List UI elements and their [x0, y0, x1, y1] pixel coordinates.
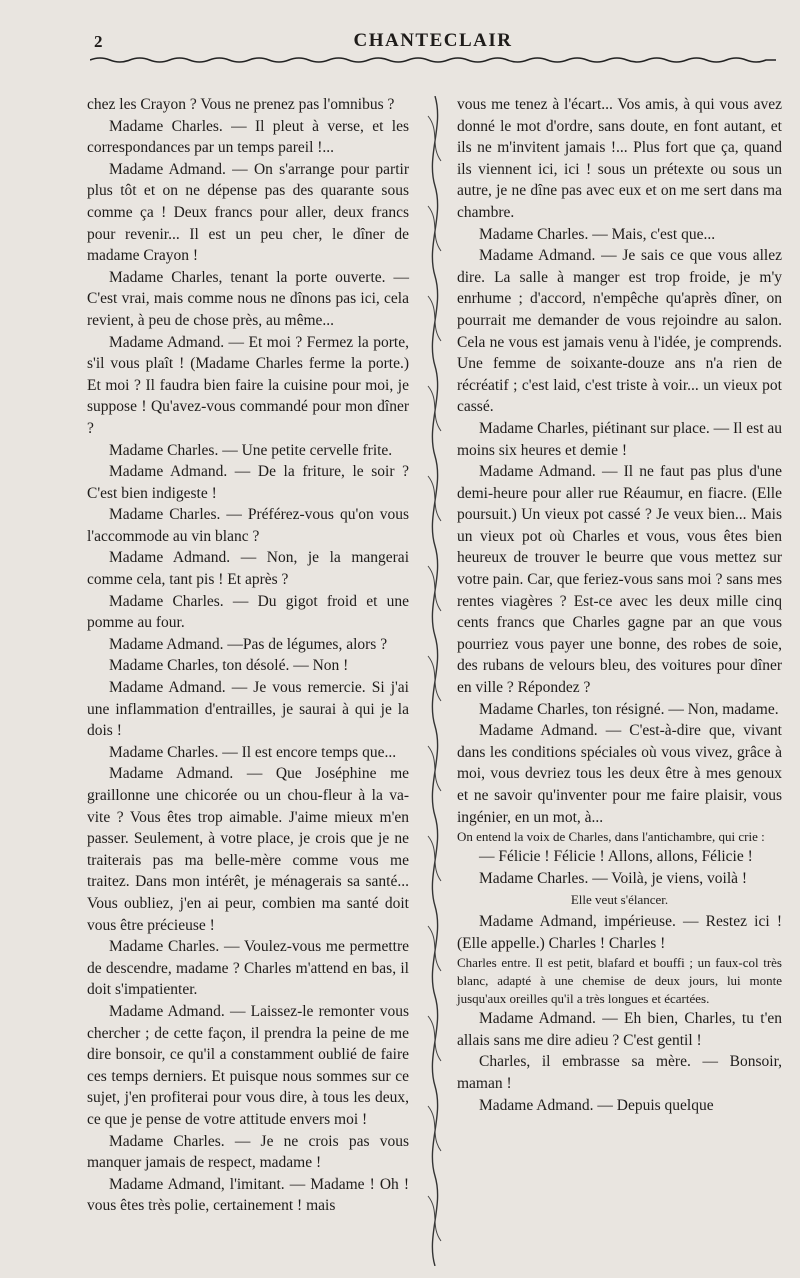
paragraph: Madame Charles. — Je ne crois pas vous manquer jamais de respect, madame !	[87, 1132, 409, 1172]
paragraph: Madame Admand, l'imitant. — Madame ! Oh ! vous êtes très polie, certainement ! mais	[87, 1175, 409, 1215]
vine-ornament-divider	[424, 96, 446, 1266]
paragraph: Madame Charles, tenant la porte ouverte. — C'est vrai, mais comme nous ne dînons pas ici, cela revient, à peu de chose près, au même...	[87, 268, 409, 329]
paragraph: Madame Charles, ton désolé. — Non !	[109, 657, 349, 675]
paragraph: Madame Admand. — Laissez-le remonter vous chercher ; de cette façon, il prendra la peine de me dire bonsoir, ce qu'il a constamment oublié de faire ces temps derniers. Et puisque nous sommes sur ce sujet, j'en profiterai pour vous dire, à tous les deux, ce que je pense de votre attitude envers moi !	[87, 1002, 409, 1128]
paragraph: Madame Admand. — De la friture, le soir ? C'est bien indigeste !	[87, 463, 409, 502]
paragraph: Madame Admand. — Depuis quelque	[479, 1096, 714, 1114]
paragraph: Madame Admand. — On s'arrange pour partir plus tôt et on ne dépense pas des quarante sous comme ça ! Deux francs pour aller, deux francs pour revenir... Il est un peu cher, le dîner de madame Crayon !	[87, 160, 409, 265]
stage-direction: On entend la voix de Charles, dans l'antichambre, qui crie :	[457, 829, 765, 845]
paragraph: Madame Admand. — C'est-à-dire que, vivant dans les conditions spéciales où vous vivez, grâce à moi, vous devriez tous les deux être à mes genoux et ne savoir qu'inventer pour me faire plaisir, vous ingénier, en un mot, à...	[457, 722, 782, 826]
paragraph: Madame Charles, piétinant sur place. — Il est au moins six heures et demie !	[457, 419, 783, 459]
paragraph: Madame Charles. — Une petite cervelle frite.	[109, 441, 393, 459]
paragraph: Madame Admand, impérieuse. — Restez ici ! (Elle appelle.) Charles ! Charles !	[457, 912, 782, 952]
paragraph: Madame Charles. — Il pleut à verse, et les correspondances par un temps pareil !...	[87, 117, 409, 157]
paragraph: Madame Admand. — Il ne faut pas plus d'une demi-heure pour aller rue Réaumur, en fiacre. (Elle poursuit.) Un vieux pot cassé ? Je veux bien... Mais un vieux pot où Charles et vous, vous êtes bien heureux de trouver le beurre que vous mettez sur votre pain. Car, que feriez-vous sans moi ? sans mes rentes viagères ? Est-ce avec les deux mille cinq cents francs que Charles gagne par an que vous pourriez vous payer une bonne, des robes de soie, des rubans de velours bleu, des voitures pour dîner en ville ? Répondez ?	[457, 463, 782, 697]
page-number: 2	[94, 32, 103, 51]
paragraph: Madame Admand. —Pas de légumes, alors ?	[109, 635, 388, 653]
paragraph: Madame Charles. — Préférez-vous qu'on vous l'accommode au vin blanc ?	[87, 506, 409, 545]
paragraph: Madame Charles. — Voulez-vous me permettre de descendre, madame ? Charles m'attend en bas, il doit s'impatienter.	[87, 938, 409, 999]
paragraph: Charles, il embrasse sa mère. — Bonsoir, maman !	[457, 1053, 782, 1092]
paragraph: Madame Admand. — Je sais ce que vous allez dire. La salle à manger est trop froide, je m'y enrhume ; d'accord, n'empêche qu'après dîner, on pourrait me demander de vous rejoindre au salon. Cela ne vous est jamais venu à l'idée, je comprends. Une femme de soixante-douze ans n'a rien de récréatif ; c'est laid, c'est triste à voir... un vieux pot cassé.	[457, 247, 782, 416]
right-text-column	[457, 94, 782, 1116]
stage-direction: Elle veut s'élancer.	[570, 892, 669, 908]
paragraph: vous me tenez à l'écart... Vos amis, à qui vous avez donné le mot d'ordre, sans doute, en font autant, et ils ne m'invitent jamais !... Plus fort que ça, quand ils viennent ici, ici ! sous un prétexte ou sous un autre, je ne dîne pas avec eux et on me sert dans ma chambre.	[457, 96, 782, 221]
paragraph: Madame Admand. — Que Joséphine me graillonne une chicorée ou un chou-fleur à la va-vite ? Vous êtes trop aimable. J'aime mieux m'en passer. Seulement, à votre place, je crois que je ne traiterais pas ma belle-mère comme vous me traitez. Dans mon intérêt, je ménagerais sa santé... Vous oubliez, j'en ai peur, combien ma santé doit vous être précieuse !	[87, 765, 409, 934]
paragraph: — Félicie ! Félicie ! Allons, allons, Félicie !	[479, 848, 753, 866]
paragraph: Madame Charles, ton résigné. — Non, madame.	[479, 700, 779, 718]
journal-title: CHANTECLAIR	[353, 30, 513, 51]
stage-direction: Charles entre. Il est petit, blafard et bouffi ; un faux-col très blanc, adapté à une chemise de deux jours, lui monte jusqu'aux oreilles qu'il a très longues et écartées.	[457, 955, 782, 1007]
paragraph: Madame Admand. — Je vous remercie. Si j'ai une inflammation d'entrailles, je saurai à qui je la dois !	[87, 679, 409, 740]
page-header	[90, 26, 776, 66]
paragraph: Madame Charles. — Voilà, je viens, voilà !	[479, 869, 748, 887]
paragraph: chez les Crayon ? Vous ne prenez pas l'omnibus ?	[87, 96, 395, 113]
paragraph: Madame Charles. — Il est encore temps que...	[109, 743, 397, 761]
decorative-rule	[90, 56, 776, 64]
paragraph: Madame Charles. — Du gigot froid et une pomme au four.	[87, 592, 409, 632]
paragraph: Madame Admand. — Non, je la mangerai comme cela, tant pis ! Et après ?	[87, 549, 409, 589]
paragraph: Madame Admand. — Eh bien, Charles, tu t'en allais sans me dire adieu ? C'est gentil !	[457, 1010, 782, 1049]
paragraph: Madame Charles. — Mais, c'est que...	[479, 225, 716, 243]
paragraph: Madame Admand. — Et moi ? Fermez la porte, s'il vous plaît ! (Madame Charles ferme la porte.) Et moi ? Il faudra bien faire la cuisine pour moi, je suppose ! Qu'avez-vous commandé pour mon dîner ?	[87, 333, 409, 437]
left-text-column	[87, 94, 409, 1217]
